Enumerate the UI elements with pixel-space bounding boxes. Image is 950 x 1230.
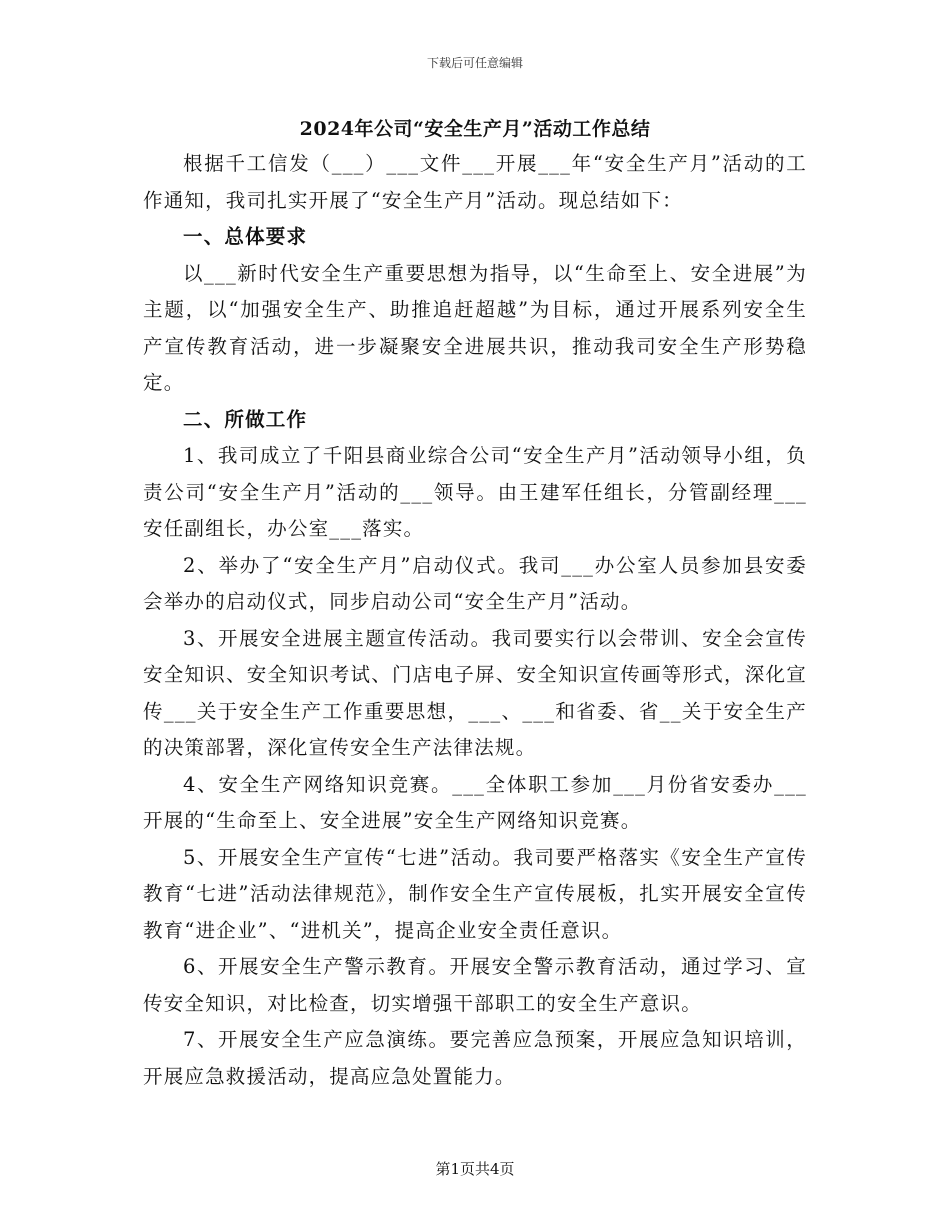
work-item-7: 7、开展安全生产应急演练。要完善应急预案，开展应急知识培训，开展应急救援活动，提高应急处置能力。 — [143, 1028, 807, 1088]
work-item-3: 3、开展安全进展主题宣传活动。我司要实行以会带训、安全会宣传安全知识、安全知识考试、门店电子屏、安全知识宣传画等形式，深化宣传___关于安全生产工作重要思想，___、___和省委、省__关于安全生产的决策部署，深化宣传安全生产法律法规。 — [143, 626, 807, 759]
section-body-overall-requirements: 以___新时代安全生产重要思想为指导，以“生命至上、安全进展”为主题，以“加强安全生产、助推追赶超越”为目标，通过开展系列安全生产宣传教育活动，进一步凝聚安全进展共识，推动我司安全生产形势稳定。 — [143, 261, 807, 394]
section-heading-overall-requirements: 一、总体要求 — [183, 225, 308, 248]
document-body — [143, 146, 807, 1095]
work-item-6: 6、开展安全生产警示教育。开展安全警示教育活动，通过学习、宣传安全知识，对比检查，切实增强干部职工的安全生产意识。 — [143, 955, 807, 1015]
intro-paragraph: 根据千工信发（___）___文件___开展___年“安全生产月”活动的工作通知，我司扎实开展了“安全生产月”活动。现总结如下： — [143, 152, 807, 212]
document-title: 2024年公司“安全生产月”活动工作总结 — [299, 118, 651, 140]
page-header-note: 下载后可任意编辑 — [426, 56, 523, 70]
page-footer-number: 第1页共4页 — [435, 1160, 515, 1178]
work-item-4: 4、安全生产网络知识竞赛。___全体职工参加___月份省安委办___开展的“生命至上、安全进展”安全生产网络知识竞赛。 — [143, 772, 807, 832]
work-item-1: 1、我司成立了千阳县商业综合公司“安全生产月”活动领导小组，负责公司“安全生产月”活动的___领导。由王建军任组长，分管副经理___安任副组长，办公室___落实。 — [143, 444, 807, 540]
section-heading-work-done: 二、所做工作 — [183, 407, 308, 431]
work-item-2: 2、举办了“安全生产月”启动仪式。我司___办公室人员参加县安委会举办的启动仪式，同步启动公司“安全生产月”活动。 — [143, 553, 807, 613]
work-item-5: 5、开展安全生产宣传“七进”活动。我司要严格落实《安全生产宣传教育“七进”活动法律规范》，制作安全生产宣传展板，扎实开展安全宣传教育“进企业”、“进机关”，提高企业安全责任意识。 — [143, 845, 807, 942]
